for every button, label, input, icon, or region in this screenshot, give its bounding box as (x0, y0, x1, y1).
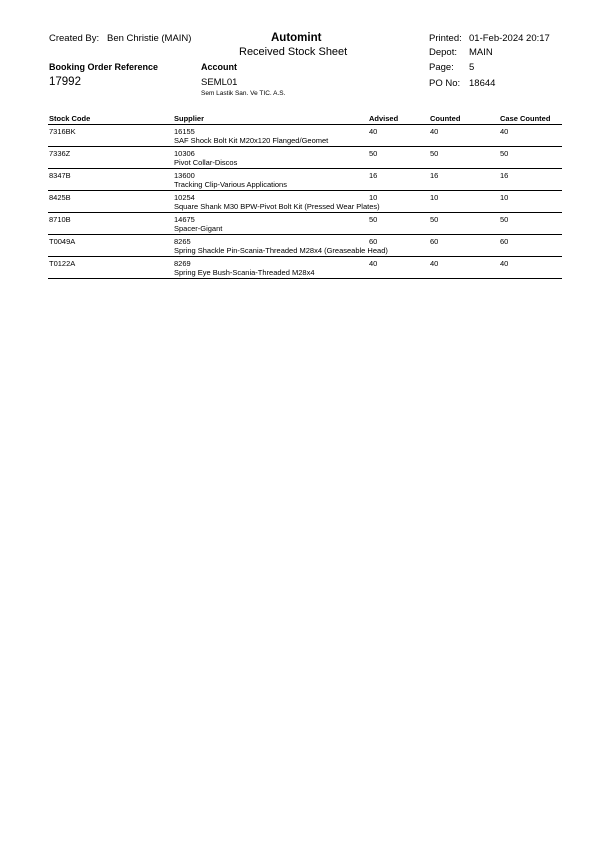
account-name: Sem Lastik San. Ve TIC. A.S. (201, 90, 286, 97)
cell-advised: 50 (369, 149, 378, 158)
cell-description: Pivot Collar-Discos (174, 158, 238, 167)
row-rule (48, 212, 562, 213)
cell-supplier-code: 10306 (174, 149, 195, 158)
cell-stock-code: 8425B (49, 193, 71, 202)
cell-description: Spring Eye Bush-Scania-Threaded M28x4 (174, 268, 315, 277)
cell-case-counted: 40 (500, 127, 509, 136)
cell-advised: 60 (369, 237, 378, 246)
account-code: SEML01 (201, 77, 238, 88)
cell-case-counted: 50 (500, 149, 509, 158)
booking-ref-value: 17992 (49, 76, 81, 88)
cell-case-counted: 10 (500, 193, 509, 202)
cell-counted: 50 (430, 215, 439, 224)
cell-counted: 40 (430, 127, 439, 136)
cell-advised: 50 (369, 215, 378, 224)
cell-advised: 16 (369, 171, 378, 180)
cell-description: SAF Shock Bolt Kit M20x120 Flanged/Geomet (174, 136, 329, 145)
po-label: PO No: (429, 78, 461, 89)
cell-supplier-code: 8269 (174, 259, 191, 268)
row-rule (48, 256, 562, 257)
cell-counted: 16 (430, 171, 439, 180)
col-stock-code: Stock Code (49, 114, 91, 123)
cell-supplier-code: 10254 (174, 193, 195, 202)
cell-counted: 10 (430, 193, 439, 202)
page-value: 5 (469, 62, 475, 73)
col-case-counted: Case Counted (500, 114, 551, 123)
cell-supplier-code: 8265 (174, 237, 191, 246)
po-value: 18644 (469, 78, 496, 89)
cell-stock-code: T0049A (49, 237, 76, 246)
company-name: Automint (271, 32, 322, 44)
cell-case-counted: 50 (500, 215, 509, 224)
cell-stock-code: 8347B (49, 171, 71, 180)
row-rule (48, 168, 562, 169)
cell-advised: 40 (369, 259, 378, 268)
cell-stock-code: 8710B (49, 215, 71, 224)
cell-counted: 40 (430, 259, 439, 268)
cell-description: Spring Shackle Pin-Scania-Threaded M28x4 (Greaseable Head) (174, 246, 388, 255)
cell-case-counted: 60 (500, 237, 509, 246)
cell-case-counted: 40 (500, 259, 509, 268)
depot-value: MAIN (469, 47, 493, 58)
cell-counted: 50 (430, 149, 439, 158)
printed-label: Printed: (429, 33, 462, 44)
cell-description: Tracking Clip-Various Applications (174, 180, 287, 189)
cell-description: Spacer-Gigant (174, 224, 223, 233)
col-supplier: Supplier (174, 114, 205, 123)
col-counted: Counted (430, 114, 461, 123)
cell-stock-code: 7316BK (49, 127, 76, 136)
created-by-value: Ben Christie (MAIN) (107, 33, 192, 44)
account-label: Account (201, 62, 237, 72)
cell-stock-code: 7336Z (49, 149, 71, 158)
row-rule (48, 146, 562, 147)
row-rule (48, 278, 562, 279)
row-rule (48, 190, 562, 191)
cell-description: Square Shank M30 BPW-Pivot Bolt Kit (Pressed Wear Plates) (174, 202, 380, 211)
booking-ref-label: Booking Order Reference (49, 62, 159, 72)
page-label: Page: (429, 62, 454, 73)
cell-case-counted: 16 (500, 171, 509, 180)
cell-supplier-code: 16155 (174, 127, 195, 136)
printed-value: 01-Feb-2024 20:17 (469, 33, 550, 44)
header-rule (48, 124, 562, 125)
cell-supplier-code: 13600 (174, 171, 195, 180)
cell-advised: 40 (369, 127, 378, 136)
row-rule (48, 234, 562, 235)
cell-advised: 10 (369, 193, 378, 202)
cell-counted: 60 (430, 237, 439, 246)
col-advised: Advised (369, 114, 399, 123)
created-by-label: Created By: (49, 33, 100, 44)
depot-label: Depot: (429, 47, 457, 58)
cell-supplier-code: 14675 (174, 215, 195, 224)
sheet-title: Received Stock Sheet (239, 46, 348, 58)
cell-stock-code: T0122A (49, 259, 76, 268)
